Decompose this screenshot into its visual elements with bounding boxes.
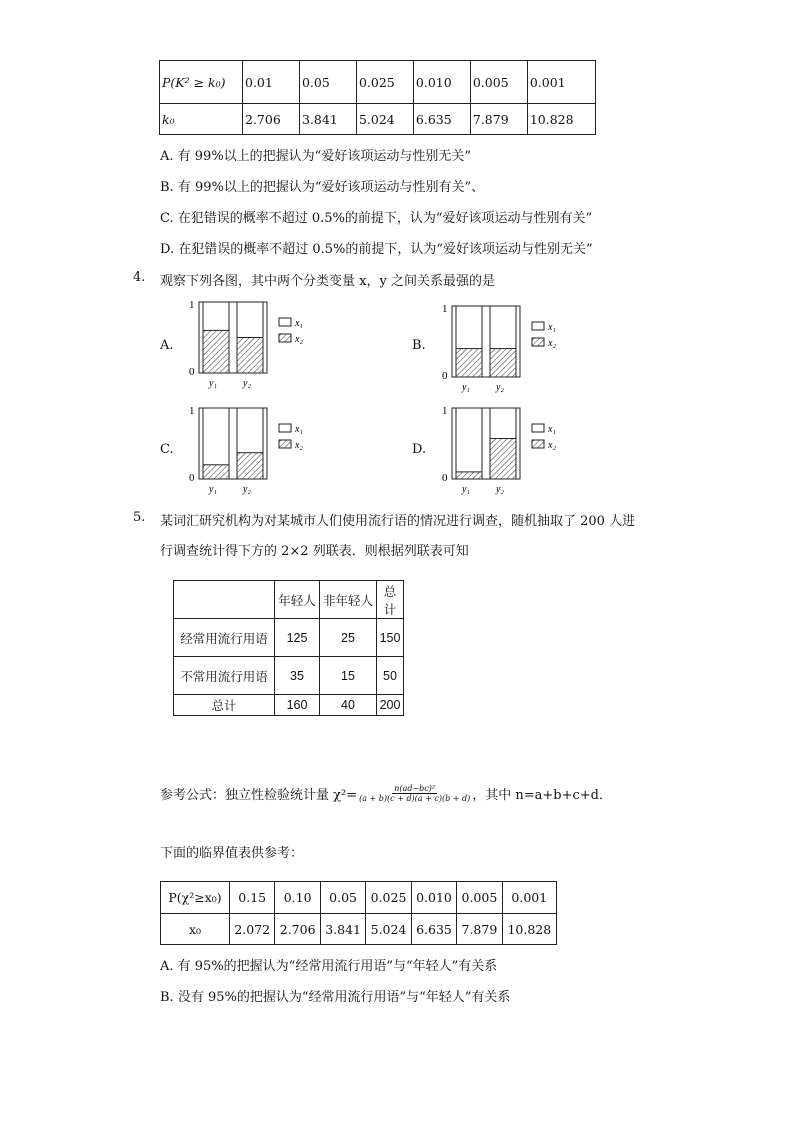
q4-option-a-label[interactable]: A. [160, 338, 174, 353]
table1-cell: k₀ [160, 104, 243, 135]
legend-label: x₁ [548, 424, 556, 435]
table3-cell: 0.010 [411, 882, 456, 914]
y-tick-label: 1 [189, 405, 195, 417]
table2-cell: 200 [377, 695, 404, 716]
table2-cell: 总计 [174, 695, 275, 716]
table2-header-cell: 非年轻人 [320, 581, 377, 619]
q3-option-a[interactable]: A. 有 99%以上的把握认为“爱好该项运动与性别无关” [160, 149, 471, 164]
x-tick-label: y₂ [243, 378, 251, 389]
q4-number: 4. [133, 270, 146, 285]
table3-cell: 7.879 [457, 914, 502, 945]
table1-row-k0 [160, 104, 596, 135]
table2-cell: 不常用流行用语 [174, 657, 275, 695]
table2-cell: 50 [377, 657, 404, 695]
critical-value-table-1 [159, 60, 596, 135]
contingency-table [173, 580, 404, 716]
table1-cell: P(K² ≥ k₀) [160, 61, 243, 104]
table2-row [174, 619, 404, 657]
table1-cell: 3.841 [299, 104, 356, 135]
bar-x2 [456, 349, 482, 377]
legend-swatch [532, 338, 544, 346]
table3-cell: P(χ²≥x₀) [161, 882, 230, 914]
legend-swatch [279, 424, 291, 432]
table3-cell: 2.072 [230, 914, 275, 945]
bar-chart-option-b [436, 300, 576, 395]
formula-numerator: n(ad−bc)² [394, 784, 436, 793]
table3-cell: 3.841 [320, 914, 365, 945]
table3-cell: 10.828 [502, 914, 556, 945]
bar-chart-option-d [436, 402, 576, 497]
table1-cell: 0.05 [299, 61, 356, 104]
critical-value-table-2 [160, 881, 557, 945]
table3-row-probability [161, 882, 557, 914]
table1-cell: 0.005 [470, 61, 527, 104]
table3-cell: 0.005 [457, 882, 502, 914]
table3-cell: 0.001 [502, 882, 556, 914]
y-tick-label: 1 [442, 303, 448, 315]
table2-cell: 150 [377, 619, 404, 657]
table2-cell: 160 [275, 695, 320, 716]
table1-cell: 0.010 [413, 61, 470, 104]
q4-option-d-label[interactable]: D. [412, 442, 427, 457]
table3-cell: x₀ [161, 914, 230, 945]
legend-label: x₁ [295, 424, 303, 435]
table3-cell: 0.10 [275, 882, 320, 914]
y-tick-label: 1 [442, 405, 448, 417]
table3-cell: 0.025 [366, 882, 411, 914]
table2-header-cell: 总计 [377, 581, 404, 619]
x-tick-label: y₂ [243, 484, 251, 495]
table2-cell: 15 [320, 657, 377, 695]
table1-cell: 0.025 [356, 61, 413, 104]
y-tick-label: 0 [189, 366, 195, 378]
table3-cell: 0.15 [230, 882, 275, 914]
table1-cell: 10.828 [527, 104, 595, 135]
q5-option-b[interactable]: B. 没有 95%的把握认为“经常用流行用语”与“年轻人”有关系 [160, 990, 511, 1005]
bar-chart-option-c [183, 402, 323, 497]
bar-x2 [456, 472, 482, 479]
legend-swatch [279, 334, 291, 342]
q4-option-c-label[interactable]: C. [160, 442, 174, 457]
table2-row [174, 695, 404, 716]
table1-cell: 0.01 [243, 61, 300, 104]
legend-swatch [532, 440, 544, 448]
y-tick-label: 0 [189, 472, 195, 484]
x-tick-label: y₁ [209, 378, 217, 389]
q5-question-line2: 行调查统计得下方的 2×2 列联表．则根据列联表可知 [160, 544, 469, 559]
table2-header-cell [174, 581, 275, 619]
table3-cell: 0.05 [320, 882, 365, 914]
table1-cell: 0.001 [527, 61, 595, 104]
bar-x2 [237, 453, 263, 479]
table1-row-probability [160, 61, 596, 104]
legend-swatch [279, 440, 291, 448]
reference-table-caption: 下面的临界值表供参考： [160, 846, 304, 861]
table1-cell: 6.635 [413, 104, 470, 135]
legend-swatch [532, 322, 544, 330]
bar-x1 [456, 408, 482, 479]
x-tick-label: y₁ [209, 484, 217, 495]
x-tick-label: y₂ [496, 484, 504, 495]
formula-suffix: ，其中 n=a+b+c+d． [472, 788, 612, 803]
y-tick-label: 0 [442, 370, 448, 382]
legend-label: x₂ [295, 334, 303, 345]
table3-cell: 6.635 [411, 914, 456, 945]
q5-number: 5. [133, 510, 146, 525]
table2-header-cell: 年轻人 [275, 581, 320, 619]
table2-cell: 125 [275, 619, 320, 657]
x-tick-label: y₂ [496, 382, 504, 393]
formula-denominator: (a + b)(c + d)(a + c)(b + d) [359, 794, 471, 803]
q5-option-a[interactable]: A. 有 95%的把握认为“经常用流行用语”与“年轻人”有关系 [160, 959, 498, 974]
table1-cell: 7.879 [470, 104, 527, 135]
table2-cell: 25 [320, 619, 377, 657]
q3-option-b[interactable]: B. 有 99%以上的把握认为“爱好该项运动与性别有关”、 [160, 180, 485, 195]
y-tick-label: 1 [189, 299, 195, 311]
table3-cell: 5.024 [366, 914, 411, 945]
bar-x2 [490, 439, 516, 479]
bar-chart-option-a [183, 296, 323, 391]
y-tick-label: 0 [442, 472, 448, 484]
table2-header-row [174, 581, 404, 619]
table3-cell: 2.706 [275, 914, 320, 945]
table1-cell: 5.024 [356, 104, 413, 135]
x-tick-label: y₁ [462, 484, 470, 495]
table3-row-x0 [161, 914, 557, 945]
table2-cell: 35 [275, 657, 320, 695]
q5-question-line1: 某词汇研究机构为对某城市人们使用流行语的情况进行调查，随机抽取了 200 人进 [160, 514, 636, 529]
formula-fraction [359, 784, 470, 803]
legend-swatch [532, 424, 544, 432]
x-tick-label: y₁ [462, 382, 470, 393]
q4-option-b-label[interactable]: B. [412, 338, 426, 353]
legend-label: x₁ [548, 322, 556, 333]
legend-label: x₂ [548, 440, 556, 451]
table1-cell: 2.706 [243, 104, 300, 135]
reference-formula [160, 784, 612, 803]
legend-label: x₂ [548, 338, 556, 349]
bar-x2 [490, 349, 516, 377]
formula-prefix: 参考公式：独立性检验统计量 χ²= [160, 788, 358, 803]
table2-row [174, 657, 404, 695]
table2-cell: 40 [320, 695, 377, 716]
q3-option-d[interactable]: D. 在犯错误的概率不超过 0.5%的前提下，认为“爱好该项运动与性别无关” [160, 242, 593, 257]
legend-swatch [279, 318, 291, 326]
legend-label: x₂ [295, 440, 303, 451]
legend-label: x₁ [295, 318, 303, 329]
q4-question-text: 观察下列各图，其中两个分类变量 x，y 之间关系最强的是 [160, 274, 495, 289]
bar-x2 [237, 338, 263, 374]
q3-option-c[interactable]: C. 在犯错误的概率不超过 0.5%的前提下，认为“爱好该项运动与性别有关” [160, 211, 593, 226]
table2-cell: 经常用流行用语 [174, 619, 275, 657]
bar-x2 [203, 330, 229, 373]
bar-x2 [203, 465, 229, 479]
